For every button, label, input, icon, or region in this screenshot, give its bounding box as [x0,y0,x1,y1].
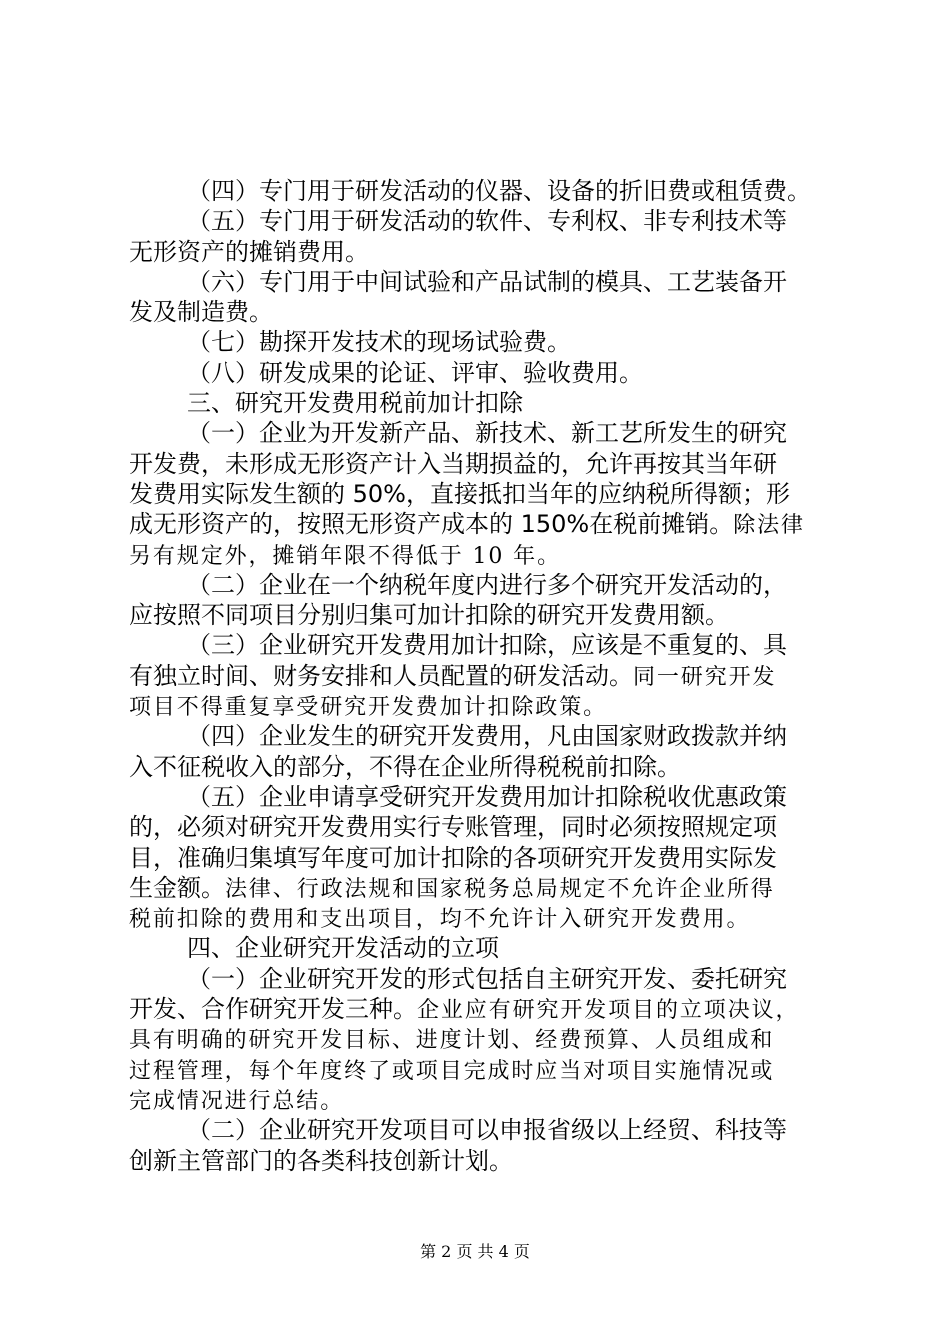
text-run-bold: 有独立时间、财务安排和人员配置的研发活动。 [129,661,633,690]
text-run-bold: （一）企业研究开发的形式包括自主研究开发、委托研究 [187,964,787,993]
text-run-bold: （八）研发成果的论证、评审、验收费用。 [187,358,643,387]
text-run-bold: （六）专门用于中间试验和产品试制的模具、工艺装备开 [187,267,787,296]
text-run-bold: 生金额。 [129,873,225,902]
text-run-bold: （四）企业发生的研究开发费用，凡由国家财政拨款并纳 [187,722,787,751]
text-run-bold: 四、企业研究开发活动的立项 [187,934,499,963]
body-text [129,176,834,1176]
text-line [129,418,834,448]
text-run-bold: （七）勘探开发技术的现场试验费。 [187,328,571,357]
text-line [129,297,834,327]
text-run-light: 法律、行政法规和国家税务总局规定不允许企业所得 [225,876,775,902]
text-run-bold: 三、研究开发费用税前加计扣除 [187,389,523,418]
text-line [129,267,834,297]
text-run-bold: （一）企业为开发新产品、新技术、新工艺所发生的研究 [187,419,787,448]
text-line [129,206,834,236]
text-line [129,1115,834,1145]
text-run-bold: （三）企业研究开发费用加计扣除，应该是不重复的、具 [187,631,787,660]
text-run-bold: 入不征税收入的部分，不得在企业所得税税前扣除。 [129,752,681,781]
text-line [129,176,834,206]
text-run-bold: （五）企业申请享受研究开发费用加计扣除税收优惠政策 [187,782,787,811]
text-run-bold: （二）企业在一个纳税年度内进行多个研究开发活动的， [187,570,787,599]
text-line [129,237,834,267]
text-line [129,358,834,388]
text-run-light: 具有明确的研究开发目标、进度计划、经费预算、人员组成和 [129,1028,775,1054]
text-line [129,752,834,782]
text-line [129,903,834,933]
text-line [129,661,834,691]
text-line [129,964,834,994]
text-run-bold: 目，准确归集填写年度可加计扣除的各项研究开发费用实际发 [129,843,777,872]
text-line [129,812,834,842]
text-run-bold: （四）专门用于研发活动的仪器、设备的折旧费或租赁费。 [187,177,811,205]
text-run-bold: 开发费，未形成无形资产计入当期损益的，允许再按其当年研 [129,449,777,478]
text-run-light: 项目不得重复享受研究开发费加计扣除政策。 [129,695,608,721]
text-line [129,509,834,539]
text-line [129,449,834,479]
text-line [129,388,834,418]
text-line [129,1146,834,1176]
text-run-light: 完成情况进行总结。 [129,1088,345,1114]
text-run-bold: 应按照不同项目分别归集可加计扣除的研究开发费用额。 [129,601,729,630]
text-line [129,540,834,570]
text-line [129,721,834,751]
text-run-bold: 发费用实际发生额的 50%，直接抵扣当年的应纳税所得额；形 [129,479,790,508]
text-line [129,1085,834,1115]
text-run-bold: 创新主管部门的各类科技创新计划。 [129,1146,513,1175]
text-run-bold: （五）专门用于研发活动的软件、专利权、非专利技术等 [187,207,787,236]
text-line [129,873,834,903]
text-line [129,691,834,721]
text-run-light: 除法律 [733,513,805,539]
page-footer: 第 2 页 共 4 页 [420,1242,530,1261]
text-run-bold: 无形资产的摊销费用。 [129,237,369,266]
text-line [129,327,834,357]
text-line [129,570,834,600]
text-line [129,782,834,812]
text-run-bold: 成无形资产的，按照无形资产成本的 150%在税前摊销。 [129,510,734,539]
text-line [129,843,834,873]
text-line [129,630,834,660]
text-line [129,994,834,1024]
text-run-bold: （二）企业研究开发项目可以申报省级以上经贸、科技等 [187,1116,787,1145]
text-line [129,1024,834,1054]
text-run-light: 税前扣除的费用和支出项目，均不允许计入研究开发费用。 [129,907,751,933]
text-line [129,479,834,509]
text-run-bold: 发及制造费。 [129,298,273,327]
text-run-bold: 的，必须对研究开发费用实行专账管理，同时必须按照规定项 [129,813,777,842]
text-line [129,1055,834,1085]
text-run-bold: 开发、合作研究开发三种。 [129,995,417,1024]
text-run-light: 另有规定外，摊销年限不得低于 10 年。 [129,543,561,569]
text-run-light: 过程管理，每个年度终了或项目完成时应当对项目实施情况或 [129,1058,775,1084]
text-run-light: 企业应有研究开发项目的立项决议， [417,998,800,1024]
text-run-light: 同一研究开发 [633,664,777,690]
text-line [129,933,834,963]
text-line [129,600,834,630]
